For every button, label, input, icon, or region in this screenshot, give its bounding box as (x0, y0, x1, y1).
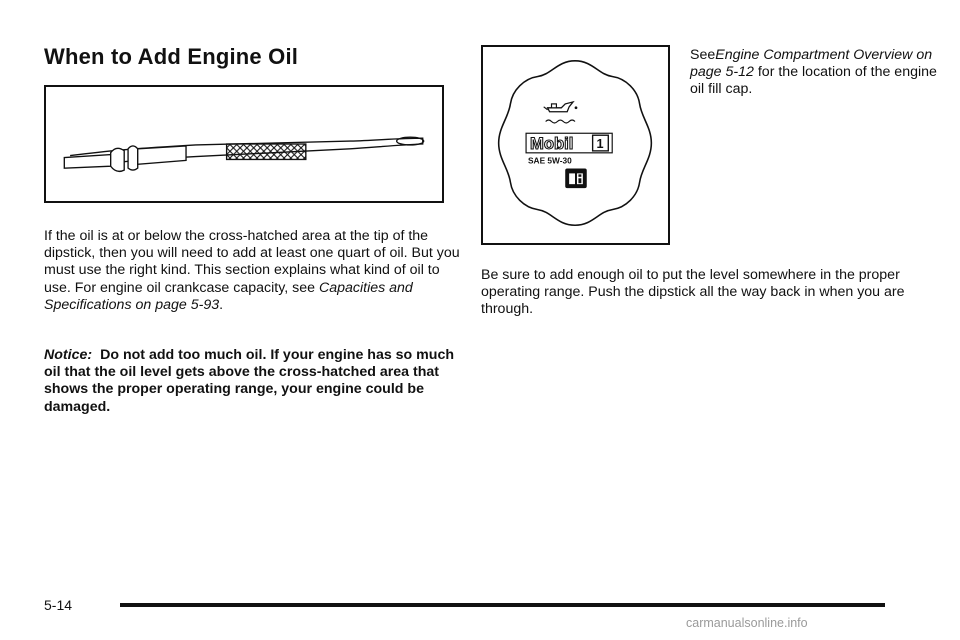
add-oil-paragraph: Be sure to add enough oil to put the level somewhere in the proper operating range. Push the dipstick all the way back in when you are through. (481, 267, 905, 318)
cap-caption-suffix: for the location of the engine oil fill cap. (690, 64, 937, 98)
oil-cap-brand-number: 1 (596, 135, 604, 151)
notice-text: Do not add too much oil. If your engine has so much oil that the oil level gets above the cross-hatched area that shows the proper operating range, your engine could be damaged. (44, 347, 455, 415)
oil-cap-figure (481, 45, 670, 245)
oil-level-end: . (219, 296, 224, 313)
cap-caption-prefix: See (690, 47, 716, 63)
owner-manual-icon (565, 168, 587, 188)
notice-paragraph (44, 347, 464, 416)
engine-compartment-reference-link[interactable]: Engine Compartment Overview on page 5-12 (690, 47, 933, 81)
oil-fill-cap-illustration (483, 47, 668, 243)
notice-label: Notice: (44, 347, 93, 363)
page-number: 5-14 (44, 597, 73, 613)
oil-cap-brand: Mobil (529, 133, 574, 153)
oil-level-paragraph (44, 228, 464, 314)
oil-cap-grade: SAE 5W-30 (528, 155, 572, 166)
page-title: When to Add Engine Oil (44, 44, 299, 69)
footer-rule (120, 603, 885, 607)
capacities-reference-link[interactable]: Capacities and Specifications on page 5-93 (44, 279, 413, 313)
cap-location-paragraph (690, 47, 940, 99)
dipstick-illustration (46, 87, 442, 201)
dipstick-figure (44, 85, 444, 203)
site-watermark: carmanualsonline.info (686, 616, 808, 630)
oil-level-text: If the oil is at or below the cross-hatched area at the tip of the dipstick, then you will need to add at least one quart of oil. But you must use the right kind. This section explains what kind of oil to use. For engine oil crankcase capacity, see (44, 228, 460, 296)
